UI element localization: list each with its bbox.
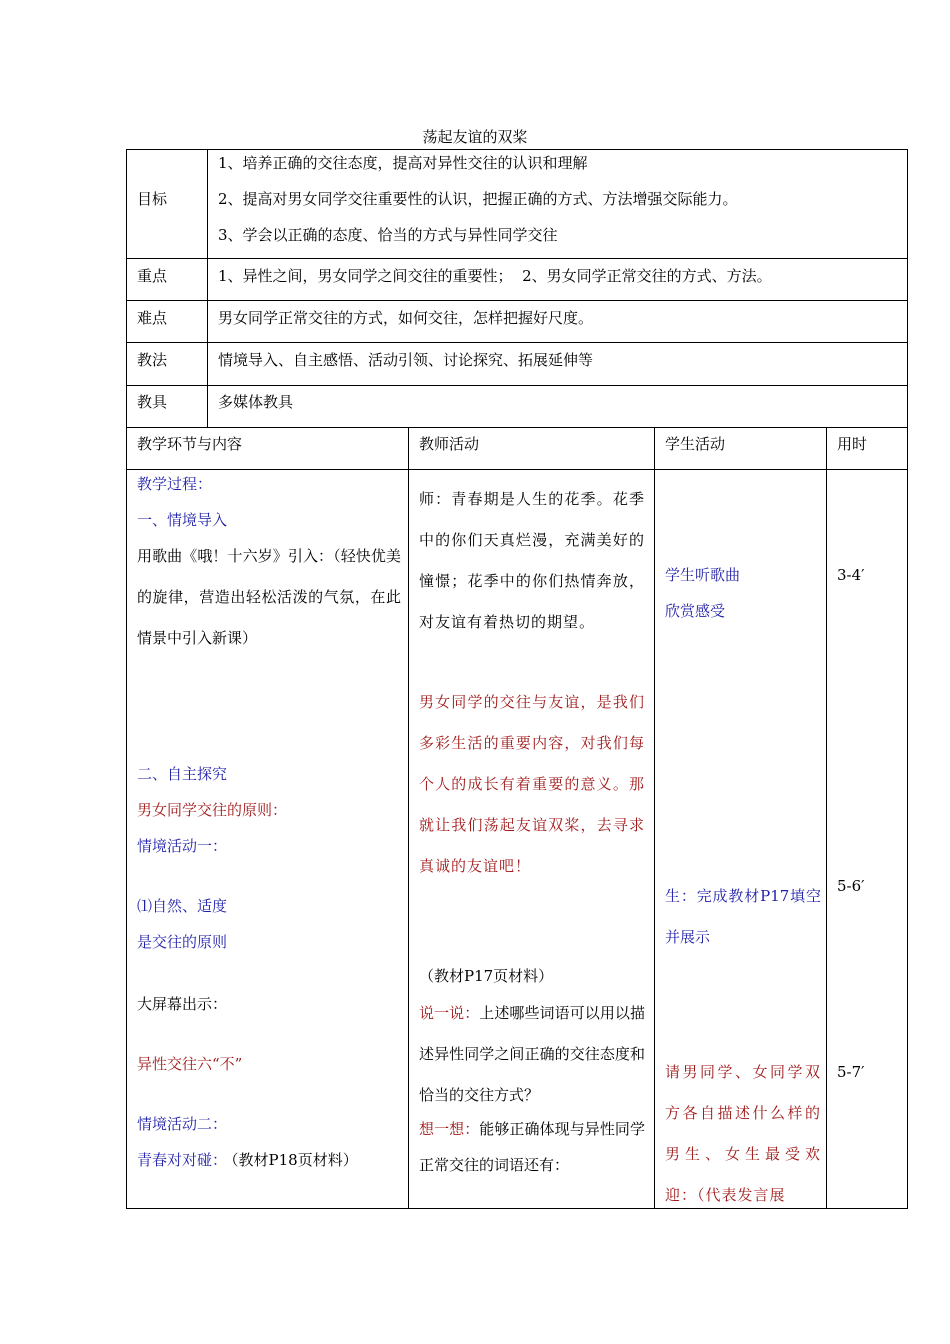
point-1: ⑴自然、适度 (137, 897, 228, 915)
difficulty-text: 男女同学正常交往的方式，如何交往，怎样把握好尺度。 (218, 309, 594, 327)
think-label: 想一想： (419, 1120, 480, 1138)
say-text: 上述哪些词语可以用以描述异性同学之间正确的交往态度和恰当的交往方式？ (419, 1004, 645, 1104)
section-2-heading: 二、自主探究 (137, 765, 228, 783)
time-1: 3-4′ (837, 566, 865, 584)
goal-line-1: 1、培养正确的交往态度，提高对异性交往的认识和理解 (218, 154, 588, 172)
header-divider (126, 469, 908, 470)
row-divider (126, 385, 908, 386)
tools-label: 教具 (137, 393, 168, 411)
process-heading: 教学过程： (137, 475, 213, 493)
activity-1-label: 情境活动一： (137, 837, 228, 855)
say-paragraph (419, 993, 645, 1116)
tools-text: 多媒体教具 (218, 393, 294, 411)
goal-line-3: 3、学会以正确的态度、恰当的方式与异性同学交往 (218, 226, 558, 244)
row-divider (126, 258, 908, 259)
teacher-red-paragraph: 男女同学的交往与友谊，是我们多彩生活的重要内容，对我们每个人的成长有着重要的意义。那就让我们荡起友谊双桨，去寻求真诚的友谊吧！ (419, 693, 645, 875)
point-1b: 是交往的原则 (137, 933, 228, 951)
document-title: 荡起友谊的双桨 (422, 128, 528, 146)
info-table-column-divider (207, 149, 208, 428)
section-1-heading: 一、情境导入 (137, 511, 228, 529)
difficulty-label: 难点 (137, 309, 168, 327)
screen-label: 大屏幕出示： (137, 995, 228, 1013)
principle-heading: 男女同学交往的原则： (137, 801, 288, 819)
youth-prefix: 青春对对碰： (137, 1151, 228, 1169)
youth-line (137, 1150, 358, 1170)
row-divider (126, 300, 908, 301)
method-text: 情境导入、自主感悟、活动引领、讨论探究、拓展延伸等 (218, 351, 594, 369)
intro-paragraph: 用歌曲《哦！十六岁》引入：（轻快优美的旋律，营造出轻松活泼的气氛，在此情景中引入新课） (137, 547, 401, 647)
teacher-intro: 师：青春期是人生的花季。花季中的你们天真烂漫，充满美好的憧憬；花季中的你们热情奔放，对友谊有着热切的期望。 (419, 490, 645, 631)
student-invite: 请男同学、女同学双方各自描述什么样的男生、女生最受欢迎：（代表发言展 (665, 1063, 821, 1204)
method-label: 教法 (137, 351, 168, 369)
process-table-divider (654, 427, 655, 1209)
key-label: 重点 (137, 267, 168, 285)
goal-label: 目标 (137, 190, 168, 208)
student-listen-1: 学生听歌曲 (665, 566, 741, 584)
youth-suffix: （教材P18页材料） (231, 1151, 358, 1169)
think-paragraph (419, 1111, 645, 1183)
goal-line-2: 2、提高对男女同学交往重要性的认识，把握正确的方式、方法增强交际能力。 (218, 190, 738, 208)
header-content: 教学环节与内容 (137, 435, 243, 453)
think-text: 能够正确体现与异性同学正常交往的词语还有： (419, 1120, 645, 1174)
key-text: 1、异性之间，男女同学之间交往的重要性； 2、男女同学正常交往的方式、方法。 (218, 267, 772, 285)
header-student: 学生活动 (665, 435, 726, 453)
student-listen-2: 欣赏感受 (665, 602, 726, 620)
header-teacher: 教师活动 (419, 435, 480, 453)
row-divider (126, 342, 908, 343)
six-no-heading: 异性交往六“不” (137, 1055, 243, 1073)
header-time: 用时 (837, 435, 868, 453)
time-3: 5-7′ (837, 1063, 865, 1081)
time-2: 5-6′ (837, 877, 865, 895)
material-note: （教材P17页材料） (419, 967, 554, 985)
activity-2-label: 情境活动二： (137, 1115, 228, 1133)
student-complete: 生：完成教材P17填空并展示 (665, 887, 821, 946)
process-table-divider (408, 427, 409, 1209)
say-label: 说一说： (419, 1004, 480, 1022)
process-table-divider (826, 427, 827, 1209)
